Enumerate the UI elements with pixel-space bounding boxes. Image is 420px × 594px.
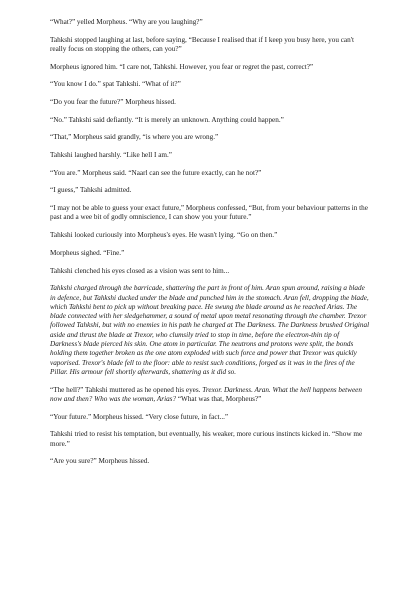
paragraph-text: “The hell?” Tahkshi muttered as he opened his eyes.	[50, 385, 203, 394]
italic-thought: Trexor. Darkness. Aran. What the hell happens between now and then? Who was the woman, Arias?	[50, 385, 362, 403]
paragraph: “Are you sure?” Morpheus hissed.	[50, 457, 150, 466]
paragraph: “Your future.” Morpheus hissed. “Very close future, in fact...”	[50, 412, 229, 421]
paragraph: “I may not be able to guess your exact future,” Morpheus confessed, “But, from your behaviour patterns in the past and a wee bit of godly omniscience, I can show you your future.”	[50, 204, 368, 222]
paragraph: “Do you fear the future?” Morpheus hissed.	[50, 98, 176, 107]
paragraph: “You know I do.” spat Tahkshi. “What of it?”	[50, 80, 181, 89]
paragraph: Tahkshi laughed harshly. “Like hell I am.”	[50, 151, 172, 160]
paragraph: “No.” Tahkshi said defiantly. “It is merely an unknown. Anything could happen.”	[50, 115, 284, 124]
paragraph: Tahkshi clenched his eyes closed as a vision was sent to him...	[50, 266, 230, 275]
paragraph: Tahkshi looked curiously into Morpheus's eyes. He wasn't lying. “Go on then.”	[50, 231, 278, 240]
paragraph: Morpheus ignored him. “I care not, Tahkshi. However, you fear or regret the past, correct?”	[50, 62, 314, 71]
paragraph-text: “What was that, Morpheus?”	[176, 394, 262, 403]
paragraph: “I guess,” Tahkshi admitted.	[50, 186, 132, 195]
paragraph: “What?” yelled Morpheus. “Why are you laughing?”	[50, 18, 203, 26]
paragraph: Tahkshi stopped laughing at last, before saying, “Because I realised that if I keep you busy here, you can't really focus on stopping the others, can you?”	[50, 35, 354, 53]
vision-paragraph: Tahkshi charged through the barricade, shattering the part in front of him. Aran spun around, raising a blade in defence, but Tahkshi ducked under the blade and punched him in the stomach. Aran fell, dropping the blade, which Tahkshi bent to pick up without breaking pace. He swung the blade around as he reached Arias. The blade connected with her sledgehammer, a sound of metal upon metal resonating through the chamber. Trexor followed Tahkshi, but with no enemies in his path he charged at The Darkness. The Darkness brushed Original aside and thrust the blade at Trexor, who clumsily tried to stop in time, before the electron-thin tip of Darkness's blade pierced his skin. One atom in particular. The neutrons and protons were split, the bonds holding them together broken as the one atom exploded with such force and power that Trexor was quickly vaporised. Trexor's blade fell to the floor: able to resist such conditions, forged as it was in the fires of the Pillar. His armour fell shortly afterwards, shattering as it did so.	[50, 284, 370, 376]
paragraph	[50, 386, 370, 405]
paragraph: Morpheus sighed. “Fine.”	[50, 248, 125, 257]
paragraph: Tahkshi tried to resist his temptation, but eventually, his weaker, more curious instincts kicked in. “Show me more.”	[50, 430, 363, 448]
paragraph: “You are.” Morpheus said. “Naarl can see the future exactly, can he not?”	[50, 168, 262, 177]
paragraph: “That,” Morpheus said grandly, “is where you are wrong.”	[50, 133, 219, 142]
